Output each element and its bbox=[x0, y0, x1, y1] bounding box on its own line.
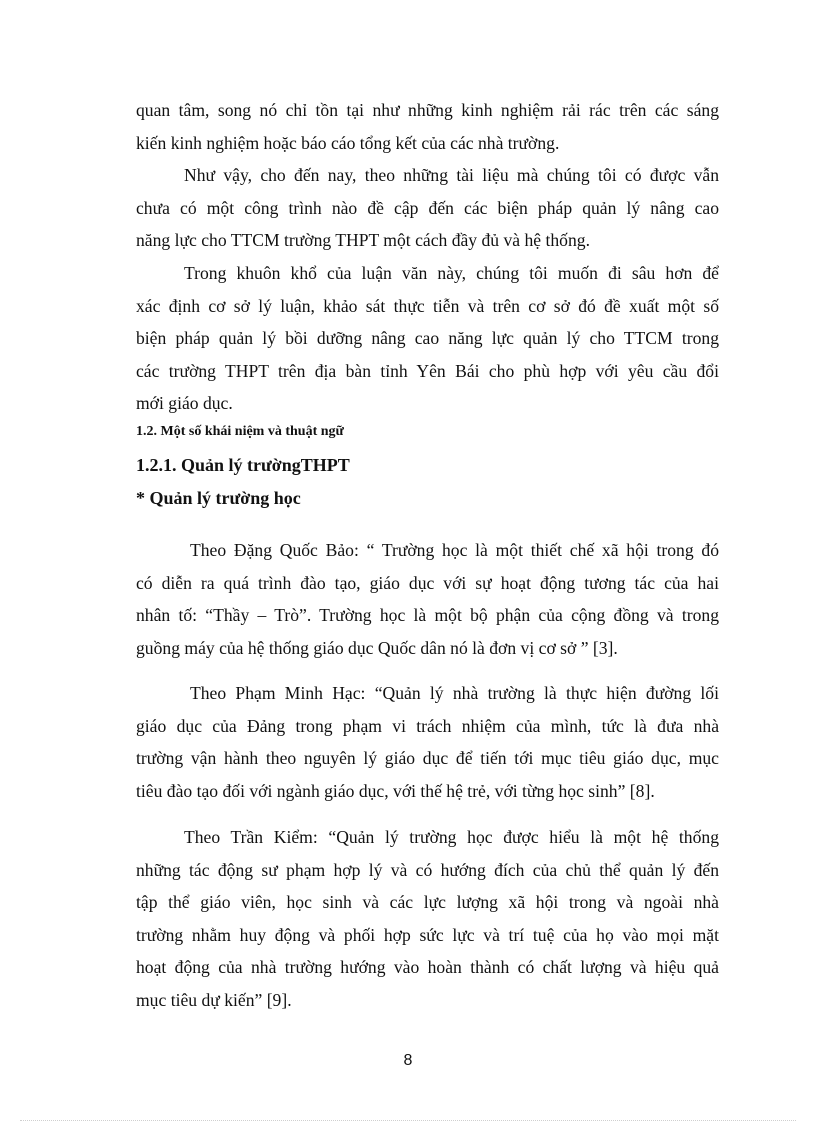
paragraph-line: có diễn ra quá trình đào tạo, giáo dục với sự hoạt động tương tác của hai bbox=[136, 572, 719, 593]
paragraph-line: Theo Phạm Minh Hạc: “Quản lý nhà trường là thực hiện đường lối bbox=[190, 683, 719, 703]
paragraph-4 bbox=[136, 534, 719, 664]
paragraph-line: chưa có một công trình nào đề cập đến các biện pháp quản lý nâng cao bbox=[136, 197, 719, 218]
paragraph-6 bbox=[136, 821, 719, 1016]
paragraph-line: hoạt động của nhà trường hướng vào hoàn thành có chất lượng và hiệu quả bbox=[136, 957, 719, 977]
paragraph-line: xác định cơ sở lý luận, khảo sát thực tiễn và trên cơ sở đó đề xuất một số bbox=[136, 295, 719, 316]
paragraph-2 bbox=[136, 159, 719, 257]
paragraph-line: mục tiêu dự kiến” [9]. bbox=[136, 989, 292, 1010]
paragraph-line: guồng máy của hệ thống giáo dục Quốc dân nó là đơn vị cơ sở ” [3]. bbox=[136, 637, 618, 658]
section-heading-1-2: 1.2. Một số khái niệm và thuật ngữ bbox=[136, 424, 344, 439]
page-number: 8 bbox=[403, 1052, 413, 1069]
paragraph-line: những tác động sư phạm hợp lý và có hướng đích của chủ thể quản lý đến bbox=[136, 859, 719, 880]
paragraph-line: Theo Đặng Quốc Bảo: “ Trường học là một thiết chế xã hội trong đó bbox=[190, 540, 719, 560]
paragraph-line: mới giáo dục. bbox=[136, 393, 233, 413]
paragraph-line: Như vậy, cho đến nay, theo những tài liệu mà chúng tôi có được vẫn bbox=[184, 165, 719, 185]
paragraph-line: giáo dục của Đảng trong phạm vi trách nhiệm của mình, tức là đưa nhà bbox=[136, 715, 719, 736]
paragraph-line: trường vận hành theo nguyên lý giáo dục để tiến tới mục tiêu giáo dục, mục bbox=[136, 748, 719, 768]
section-heading-1-2-1: 1.2.1. Quản lý trườngTHPT bbox=[136, 455, 350, 475]
paragraph-line: Theo Trần Kiểm: “Quản lý trường học được hiểu là một hệ thống bbox=[184, 827, 719, 847]
paragraph-line: các trường THPT trên địa bàn tỉnh Yên Bái cho phù hợp với yêu cầu đổi bbox=[136, 360, 719, 381]
paragraph-5 bbox=[136, 677, 719, 807]
paragraph-1 bbox=[136, 94, 719, 159]
paragraph-line: tập thể giáo viên, học sinh và các lực lượng xã hội trong và ngoài nhà bbox=[136, 892, 719, 912]
page-bottom-divider bbox=[20, 1120, 796, 1121]
subheading-school-management: * Quản lý trường học bbox=[136, 488, 301, 508]
paragraph-line: trường nhằm huy động và phối hợp sức lực và trí tuệ của họ vào mọi mặt bbox=[136, 924, 719, 945]
paragraph-line: nhân tố: “Thầy – Trò”. Trường học là một bộ phận của cộng đồng và trong bbox=[136, 605, 719, 625]
paragraph-line: Trong khuôn khổ của luận văn này, chúng tôi muốn đi sâu hơn để bbox=[184, 263, 719, 283]
paragraph-3 bbox=[136, 257, 719, 420]
paragraph-line: năng lực cho TTCM trường THPT một cách đầy đủ và hệ thống. bbox=[136, 230, 590, 250]
paragraph-line: biện pháp quản lý bồi dưỡng nâng cao năng lực quản lý cho TTCM trong bbox=[136, 328, 719, 348]
paragraph-line: quan tâm, song nó chỉ tồn tại như những kinh nghiệm rải rác trên các sáng bbox=[136, 100, 719, 120]
paragraph-line: kiến kinh nghiệm hoặc báo cáo tổng kết của các nhà trường. bbox=[136, 132, 560, 153]
paragraph-line: tiêu đào tạo đối với ngành giáo dục, với thế hệ trẻ, với từng học sinh” [8]. bbox=[136, 780, 655, 801]
